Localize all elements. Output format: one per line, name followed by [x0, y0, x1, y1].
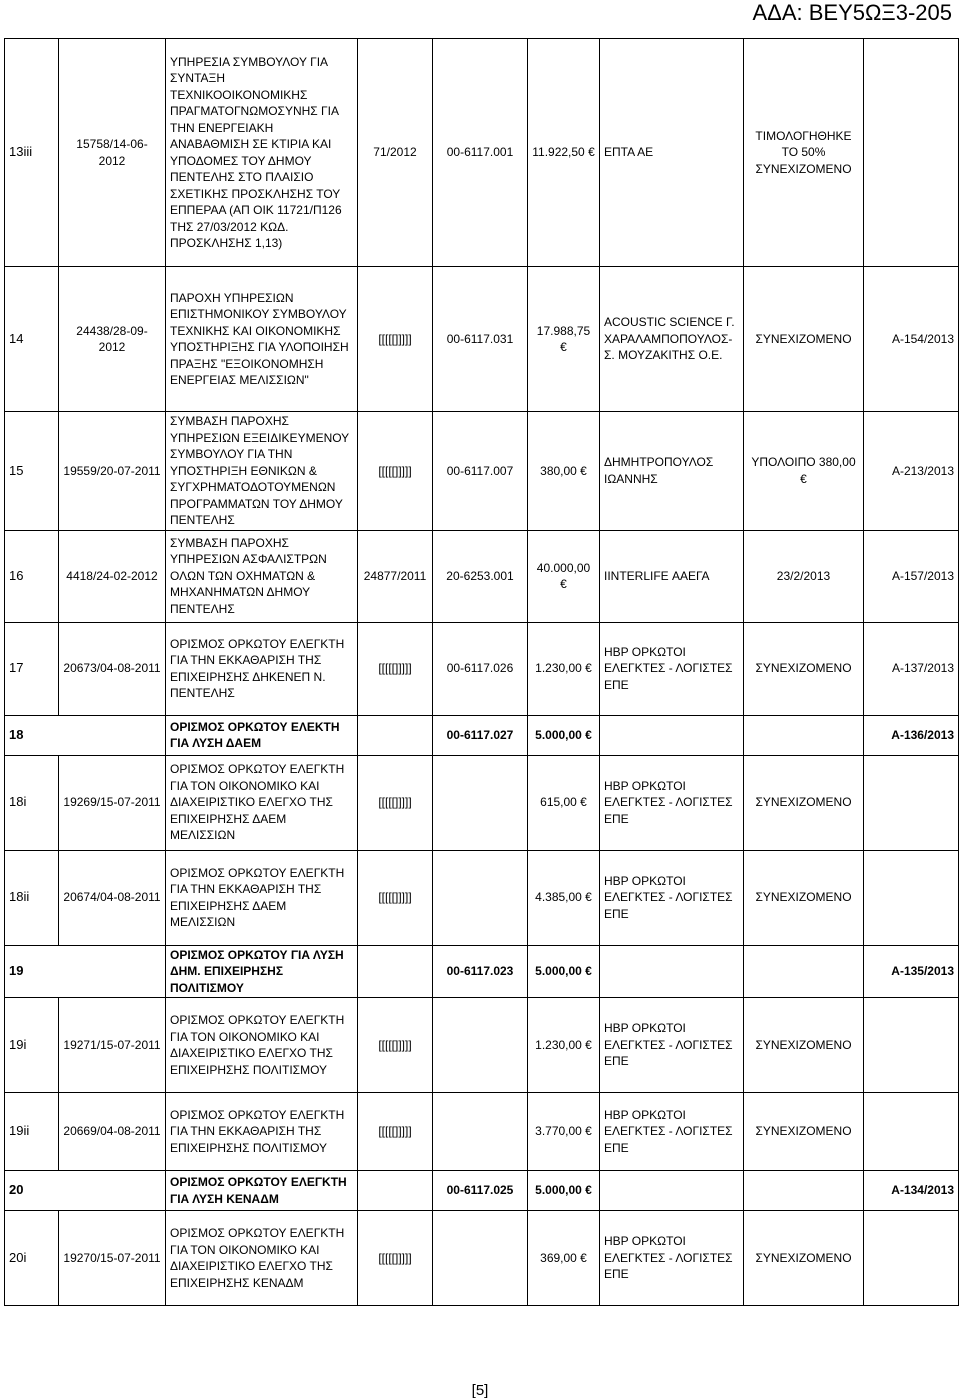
row-contract — [358, 715, 433, 755]
row-contract: [[[[[]]]]] — [358, 267, 433, 412]
row-status: ΣΥΝΕΧΙΖΟΜΕΝΟ — [744, 267, 864, 412]
row-description: ΣΥΜΒΑΣΗ ΠΑΡΟΧΗΣ ΥΠΗΡΕΣΙΩΝ ΑΣΦΑΛΙΣΤΡΩΝ ΟΛΩΝ ΤΩΝ ΟΧΗΜΑΤΩΝ & ΜΗΧΑΝΗΜΑΤΩΝ ΔΗΜΟΥ ΠΕΝΤΕΛΗΣ — [166, 530, 358, 622]
table-row — [5, 267, 959, 412]
table-row — [5, 530, 959, 622]
row-status — [744, 945, 864, 998]
row-contract — [358, 1171, 433, 1211]
row-amount: 4.385,00 € — [528, 850, 600, 945]
table-row — [5, 755, 959, 850]
group-row — [5, 715, 959, 755]
row-status: ΥΠΟΛΟΙΠΟ 380,00 € — [744, 412, 864, 531]
table-row — [5, 622, 959, 715]
row-reference: 19270/15-07-2011 — [59, 1211, 166, 1306]
row-status: ΣΥΝΕΧΙΖΟΜΕΝΟ — [744, 850, 864, 945]
row-contract: 24877/2011 — [358, 530, 433, 622]
row-amount: 615,00 € — [528, 755, 600, 850]
row-amount: 17.988,75 € — [528, 267, 600, 412]
row-contract: [[[[[]]]]] — [358, 850, 433, 945]
row-decision: Α-134/2013 — [864, 1171, 959, 1211]
row-status: ΣΥΝΕΧΙΖΟΜΕΝΟ — [744, 622, 864, 715]
row-reference: 19271/15-07-2011 — [59, 998, 166, 1093]
row-reference: 4418/24-02-2012 — [59, 530, 166, 622]
row-description: ΟΡΙΣΜΟΣ ΟΡΚΩΤΟΥ ΓΙΑ ΛΥΣΗ ΔΗΜ. ΕΠΙΧΕΙΡΗΣΗΣ ΠΟΛΙΤΙΣΜΟΥ — [166, 945, 358, 998]
row-contractor: HBP ΟΡΚΩΤΟΙ ΕΛΕΓΚΤΕΣ - ΛΟΓΙΣΤΕΣ ΕΠΕ — [600, 998, 744, 1093]
row-amount: 1.230,00 € — [528, 998, 600, 1093]
row-description: ΟΡΙΣΜΟΣ ΟΡΚΩΤΟΥ ΕΛΕΓΚΤΗ ΓΙΑ ΤΗΝ ΕΚΚΑΘΑΡΙΣΗ ΤΗΣ ΕΠΙΧΕΙΡΗΣΗΣ ΔΗΚΕΝΕΠ Ν. ΠΕΝΤΕΛΗΣ — [166, 622, 358, 715]
row-contract: [[[[[]]]]] — [358, 998, 433, 1093]
row-decision: Α-135/2013 — [864, 945, 959, 998]
row-description: ΟΡΙΣΜΟΣ ΟΡΚΩΤΟΥ ΕΛΕΓΚΤΗ ΓΙΑ ΛΥΣΗ ΚΕΝΑΔΜ — [166, 1171, 358, 1211]
row-budget-code — [433, 755, 528, 850]
row-contractor: ΕΠΤΑ ΑΕ — [600, 39, 744, 267]
row-status: ΣΥΝΕΧΙΖΟΜΕΝΟ — [744, 1093, 864, 1171]
row-number: 18i — [5, 755, 59, 850]
row-number: 14 — [5, 267, 59, 412]
row-number: 16 — [5, 530, 59, 622]
table-row — [5, 998, 959, 1093]
row-amount: 1.230,00 € — [528, 622, 600, 715]
row-description: ΥΠΗΡΕΣΙΑ ΣΥΜΒΟΥΛΟΥ ΓΙΑ ΣΥΝΤΑΞΗ ΤΕΧΝΙΚΟΟΙΚΟΝΟΜΙΚΗΣ ΠΡΑΓΜΑΤΟΓΝΩΜΟΣΥΝΗΣ ΓΙΑ ΤΗΝ ΕΝΕΡΓΕΙΑΚΗ ΑΝΑΒΑΘΜΙΣΗ ΣΕ ΚΤΙΡΙΑ ΚΑΙ ΥΠΟΔΟΜΕΣ ΤΟΥ ΔΗΜΟΥ ΠΕΝΤΕΛΗΣ ΣΤΟ ΠΛΑΙΣΙΟ ΣΧΕΤΙΚΗΣ ΠΡΟΣΚΛΗΣΗΣ ΤΟΥ ΕΠΠΕΡΑΑ (ΑΠ ΟΙΚ 11721/Π126 ΤΗΣ 27/03/2012 ΚΩΔ. ΠΡΟΣΚΛΗΣΗΣ 1,13) — [166, 39, 358, 267]
row-budget-code: 00-6117.026 — [433, 622, 528, 715]
group-row — [5, 1171, 959, 1211]
row-budget-code — [433, 998, 528, 1093]
row-reference: 20673/04-08-2011 — [59, 622, 166, 715]
table-row — [5, 412, 959, 531]
row-contractor: ACOUSTIC SCIENCE Γ. ΧΑΡΑΛΑΜΠΟΠΟΥΛΟΣ- Σ. ΜΟΥΖΑΚΙΤΗΣ Ο.Ε. — [600, 267, 744, 412]
row-contract: [[[[[]]]]] — [358, 1211, 433, 1306]
group-row — [5, 945, 959, 998]
row-decision — [864, 850, 959, 945]
row-contract — [358, 945, 433, 998]
row-status: ΤΙΜΟΛΟΓΗΘΗΚΕ ΤΟ 50% ΣΥΝΕΧΙΖΟΜΕΝΟ — [744, 39, 864, 267]
row-reference: 24438/28-09-2012 — [59, 267, 166, 412]
row-description: ΟΡΙΣΜΟΣ ΟΡΚΩΤΟΥ ΕΛΕΓΚΤΗ ΓΙΑ ΤΟΝ ΟΙΚΟΝΟΜΙΚΟ ΚΑΙ ΔΙΑΧΕΙΡΙΣΤΙΚΟ ΕΛΕΓΧΟ ΤΗΣ ΕΠΙΧΕΙΡΗΣΗΣ ΔΑΕΜ ΜΕΛΙΣΣΙΩΝ — [166, 755, 358, 850]
row-decision — [864, 755, 959, 850]
row-budget-code — [433, 1211, 528, 1306]
row-budget-code — [433, 1093, 528, 1171]
row-decision: Α-157/2013 — [864, 530, 959, 622]
row-description: ΟΡΙΣΜΟΣ ΟΡΚΩΤΟΥ ΕΛΕΓΚΤΗ ΓΙΑ ΤΟΝ ΟΙΚΟΝΟΜΙΚΟ ΚΑΙ ΔΙΑΧΕΙΡΙΣΤΙΚΟ ΕΛΕΓΧΟ ΤΗΣ ΕΠΙΧΕΙΡΗΣΗΣ ΚΕΝΑΔΜ — [166, 1211, 358, 1306]
row-description: ΟΡΙΣΜΟΣ ΟΡΚΩΤΟΥ ΕΛΕΚΤΗ ΓΙΑ ΛΥΣΗ ΔΑΕΜ — [166, 715, 358, 755]
row-contractor — [600, 1171, 744, 1211]
row-contractor: HBP ΟΡΚΩΤΟΙ ΕΛΕΓΚΤΕΣ - ΛΟΓΙΣΤΕΣ ΕΠΕ — [600, 850, 744, 945]
row-amount: 5.000,00 € — [528, 715, 600, 755]
row-amount: 3.770,00 € — [528, 1093, 600, 1171]
row-reference: 20674/04-08-2011 — [59, 850, 166, 945]
row-decision: Α-137/2013 — [864, 622, 959, 715]
table-body — [5, 39, 959, 1306]
row-contract: [[[[[]]]]] — [358, 412, 433, 531]
row-reference: 19559/20-07-2011 — [59, 412, 166, 531]
row-number: 20 — [5, 1171, 166, 1211]
table-row — [5, 1093, 959, 1171]
row-amount: 40.000,00 € — [528, 530, 600, 622]
row-number: 19 — [5, 945, 166, 998]
row-reference: 15758/14-06-2012 — [59, 39, 166, 267]
row-description: ΟΡΙΣΜΟΣ ΟΡΚΩΤΟΥ ΕΛΕΓΚΤΗ ΓΙΑ ΤΗΝ ΕΚΚΑΘΑΡΙΣΗ ΤΗΣ ΕΠΙΧΕΙΡΗΣΗΣ ΠΟΛΙΤΙΣΜΟΥ — [166, 1093, 358, 1171]
row-contractor: IINTERLIFE ΑΑΕΓΑ — [600, 530, 744, 622]
row-reference: 19269/15-07-2011 — [59, 755, 166, 850]
row-contractor: HBP ΟΡΚΩΤΟΙ ΕΛΕΓΚΤΕΣ - ΛΟΓΙΣΤΕΣ ΕΠΕ — [600, 1211, 744, 1306]
row-budget-code: 20-6253.001 — [433, 530, 528, 622]
row-description: ΟΡΙΣΜΟΣ ΟΡΚΩΤΟΥ ΕΛΕΓΚΤΗ ΓΙΑ ΤΟΝ ΟΙΚΟΝΟΜΙΚΟ ΚΑΙ ΔΙΑΧΕΙΡΙΣΤΙΚΟ ΕΛΕΓΧΟ ΤΗΣ ΕΠΙΧΕΙΡΗΣΗΣ ΠΟΛΙΤΙΣΜΟΥ — [166, 998, 358, 1093]
row-amount: 380,00 € — [528, 412, 600, 531]
row-contractor: HBP ΟΡΚΩΤΟΙ ΕΛΕΓΚΤΕΣ - ΛΟΓΙΣΤΕΣ ΕΠΕ — [600, 622, 744, 715]
row-decision — [864, 1093, 959, 1171]
row-budget-code: 00-6117.027 — [433, 715, 528, 755]
row-status: ΣΥΝΕΧΙΖΟΜΕΝΟ — [744, 755, 864, 850]
row-amount: 5.000,00 € — [528, 945, 600, 998]
row-description: ΟΡΙΣΜΟΣ ΟΡΚΩΤΟΥ ΕΛΕΓΚΤΗ ΓΙΑ ΤΗΝ ΕΚΚΑΘΑΡΙΣΗ ΤΗΣ ΕΠΙΧΕΙΡΗΣΗΣ ΔΑΕΜ ΜΕΛΙΣΣΙΩΝ — [166, 850, 358, 945]
row-amount: 369,00 € — [528, 1211, 600, 1306]
row-budget-code: 00-6117.007 — [433, 412, 528, 531]
contracts-table — [4, 38, 959, 1306]
row-number: 13iii — [5, 39, 59, 267]
row-contractor: HBP ΟΡΚΩΤΟΙ ΕΛΕΓΚΤΕΣ - ΛΟΓΙΣΤΕΣ ΕΠΕ — [600, 1093, 744, 1171]
row-contract: 71/2012 — [358, 39, 433, 267]
table-row — [5, 1211, 959, 1306]
row-contract: [[[[[]]]]] — [358, 755, 433, 850]
row-status — [744, 715, 864, 755]
row-budget-code: 00-6117.023 — [433, 945, 528, 998]
row-contractor: HBP ΟΡΚΩΤΟΙ ΕΛΕΓΚΤΕΣ - ΛΟΓΙΣΤΕΣ ΕΠΕ — [600, 755, 744, 850]
row-description: ΠΑΡΟΧΗ ΥΠΗΡΕΣΙΩΝ ΕΠΙΣΤΗΜΟΝΙΚΟΥ ΣΥΜΒΟΥΛΟΥ ΤΕΧΝΙΚΗΣ ΚΑΙ ΟΙΚΟΝΟΜΙΚΗΣ ΥΠΟΣΤΗΡΙΞΗΣ ΓΙΑ ΥΛΟΠΟΙΗΣΗ ΠΡΑΞΗΣ "ΕΞΟΙΚΟΝΟΜΗΣΗ ΕΝΕΡΓΕΙΑΣ ΜΕΛΙΣΣΙΩΝ" — [166, 267, 358, 412]
row-status: ΣΥΝΕΧΙΖΟΜΕΝΟ — [744, 998, 864, 1093]
row-contractor: ΔΗΜΗΤΡΟΠΟΥΛΟΣ ΙΩΑΝΝΗΣ — [600, 412, 744, 531]
row-decision — [864, 39, 959, 267]
row-amount: 11.922,50 € — [528, 39, 600, 267]
row-decision — [864, 1211, 959, 1306]
row-amount: 5.000,00 € — [528, 1171, 600, 1211]
row-contract: [[[[[]]]]] — [358, 1093, 433, 1171]
page-number: [5] — [471, 1382, 489, 1399]
row-budget-code: 00-6117.031 — [433, 267, 528, 412]
row-number: 18ii — [5, 850, 59, 945]
ada-code: ΑΔΑ: ΒΕΥ5ΩΞ3-205 — [752, 0, 952, 25]
row-number: 17 — [5, 622, 59, 715]
row-status — [744, 1171, 864, 1211]
row-decision: Α-136/2013 — [864, 715, 959, 755]
table-row — [5, 850, 959, 945]
row-decision — [864, 998, 959, 1093]
row-contractor — [600, 945, 744, 998]
row-decision: Α-213/2013 — [864, 412, 959, 531]
row-status: ΣΥΝΕΧΙΖΟΜΕΝΟ — [744, 1211, 864, 1306]
row-budget-code — [433, 850, 528, 945]
row-number: 19i — [5, 998, 59, 1093]
row-number: 20i — [5, 1211, 59, 1306]
row-contractor — [600, 715, 744, 755]
row-decision: Α-154/2013 — [864, 267, 959, 412]
table-row — [5, 39, 959, 267]
row-status: 23/2/2013 — [744, 530, 864, 622]
row-number: 15 — [5, 412, 59, 531]
row-number: 18 — [5, 715, 166, 755]
row-reference: 20669/04-08-2011 — [59, 1093, 166, 1171]
row-budget-code: 00-6117.025 — [433, 1171, 528, 1211]
row-contract: [[[[[]]]]] — [358, 622, 433, 715]
row-description: ΣΥΜΒΑΣΗ ΠΑΡΟΧΗΣ ΥΠΗΡΕΣΙΩΝ ΕΞΕΙΔΙΚΕΥΜΕΝΟΥ ΣΥΜΒΟΥΛΟΥ ΓΙΑ ΤΗΝ ΥΠΟΣΤΗΡΙΞΗ ΕΘΝΙΚΩΝ & ΣΥΓΧΡΗΜΑΤΟΔΟΤΟΥΜΕΝΩΝ ΠΡΟΓΡΑΜΜΑΤΩΝ ΤΟΥ ΔΗΜΟΥ ΠΕΝΤΕΛΗΣ — [166, 412, 358, 531]
row-budget-code: 00-6117.001 — [433, 39, 528, 267]
row-number: 19ii — [5, 1093, 59, 1171]
